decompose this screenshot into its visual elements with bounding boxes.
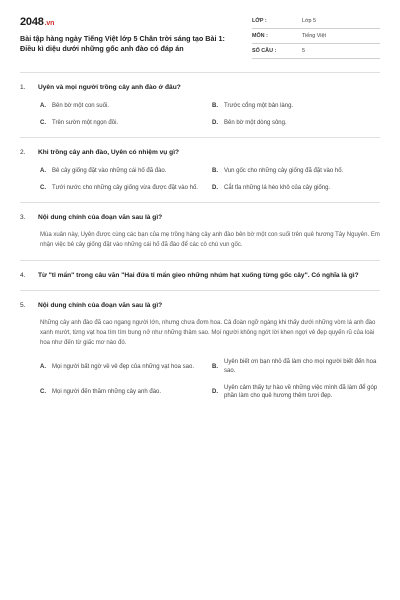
option-a[interactable]	[40, 102, 208, 111]
option-text: Trước cổng một bản làng.	[224, 103, 294, 109]
option-letter: B.	[212, 168, 218, 175]
question-text: Khi trồng cây anh đào, Uyên có nhiệm vụ gì?	[38, 149, 180, 157]
meta-row-subject	[252, 29, 380, 44]
option-letter: B.	[212, 363, 218, 370]
option-d[interactable]	[212, 119, 380, 128]
question-heading	[20, 148, 380, 157]
question-number: 5.	[20, 302, 26, 310]
question-4	[20, 261, 380, 290]
logo-suffix: .vn	[44, 20, 55, 27]
question-text: Từ "tỉ mẩn" trong câu văn "Hai đứa tỉ mẩn gieo những nhúm hạt xuống từng gốc cây". Có nghĩa là gì?	[38, 272, 359, 280]
option-text: Trên sườn một ngọn đồi.	[52, 119, 119, 126]
option-b[interactable]	[212, 358, 380, 375]
option-c[interactable]	[40, 119, 208, 128]
question-heading	[20, 213, 380, 222]
question-heading	[20, 301, 380, 310]
meta-key: LỚP :	[252, 18, 267, 24]
question-number: 1.	[20, 84, 26, 91]
meta-key: MÔN :	[252, 33, 268, 39]
option-letter: C.	[40, 388, 46, 395]
meta-value: Lớp 5	[302, 18, 317, 24]
page-title: Bài tập hàng ngày Tiếng Việt lớp 5 Chân trời sáng tạo Bài 1: Điều kì diệu dưới những gốc anh đào có đáp án	[20, 34, 225, 53]
question-text: Uyên và mọi người trồng cây anh đào ở đâu?	[38, 84, 181, 91]
option-text: Bê cây giống đặt vào những cái hố đã đào.	[52, 168, 167, 175]
option-text: Bên bờ một con suối.	[52, 103, 109, 109]
question-heading	[20, 83, 380, 92]
logo-number: 2048	[20, 16, 44, 28]
answer-options	[20, 358, 380, 400]
question-number: 3.	[20, 214, 26, 222]
option-c[interactable]	[40, 184, 208, 193]
option-text: Mọi người đến thăm những cây anh đào.	[52, 388, 162, 395]
meta-row-count	[252, 44, 380, 59]
option-b[interactable]	[212, 167, 380, 176]
option-d[interactable]	[212, 384, 380, 401]
question-heading	[20, 271, 380, 280]
option-letter: D.	[212, 184, 218, 191]
question-5	[20, 291, 380, 410]
questions-list	[20, 72, 380, 411]
option-letter: A.	[40, 103, 46, 109]
question-text: Nội dung chính của đoạn văn sau là gì?	[38, 214, 163, 222]
option-text: Mọi người bất ngờ về vẻ đẹp của những vạt hoa sao.	[52, 363, 194, 370]
question-2	[20, 138, 380, 202]
option-a[interactable]	[40, 358, 208, 375]
option-text: Cắt tỉa những lá héo khô của cây giống.	[224, 184, 331, 191]
option-b[interactable]	[212, 102, 380, 111]
option-letter: D.	[212, 119, 218, 126]
question-number: 2.	[20, 149, 26, 157]
option-letter: A.	[40, 363, 46, 370]
option-letter: C.	[40, 184, 46, 191]
answer-options	[20, 167, 380, 192]
meta-value: 5	[302, 48, 305, 54]
meta-value: Tiếng Việt	[302, 33, 326, 39]
option-text: Bên bờ một dòng sông.	[224, 119, 287, 126]
option-letter: A.	[40, 168, 46, 175]
answer-options	[20, 102, 380, 127]
option-d[interactable]	[212, 184, 380, 193]
reading-passage: Những cây anh đào đã cao ngang người lớn, nhưng chưa đơm hoa. Cả đoàn ngỡ ngàng khi thấy dưới những vòm lá anh đào xanh mướt, từng vạt hoa tím tím bung nở như những thảm sao. Mọi người không ngớt lời khen ngợi vẻ đẹp quyến rũ của loài hoa như đến từ giấc mơ nào đó.	[40, 320, 376, 347]
question-number: 4.	[20, 272, 26, 280]
meta-table	[252, 14, 380, 59]
worksheet-header	[20, 14, 380, 62]
option-text: Uyên cảm thấy tự hào về những việc mình đã làm để góp phần làm cho quê hương thêm tươi đẹp.	[224, 384, 378, 400]
option-text: Vun gốc cho những cây giống đã đặt vào hố.	[224, 168, 344, 175]
option-letter: D.	[212, 388, 218, 395]
question-text: Nội dung chính của đoạn văn sau là gì?	[38, 302, 163, 310]
reading-passage: Mùa xuân này, Uyên được cùng các bạn của mẹ trồng hàng cây anh đào bên bờ một con suối trên quê hương Tây Nguyên. Em nhận việc bê cây giống đặt vào những cái hố đã đào để các cô chú vun gốc.	[40, 232, 380, 249]
option-c[interactable]	[40, 384, 208, 401]
option-letter: B.	[212, 103, 218, 109]
option-text: Tưới nước cho những cây giống vừa được đặt vào hố.	[52, 184, 198, 191]
meta-row-class	[252, 14, 380, 29]
question-1	[20, 73, 380, 137]
option-letter: C.	[40, 119, 46, 126]
site-logo[interactable]	[20, 16, 54, 28]
option-a[interactable]	[40, 167, 208, 176]
meta-key: SỐ CÂU :	[252, 48, 277, 54]
question-3	[20, 203, 380, 260]
option-text: Uyên biết ơn bạn nhỏ đã làm cho mọi người biết đến hoa sao.	[224, 359, 377, 374]
